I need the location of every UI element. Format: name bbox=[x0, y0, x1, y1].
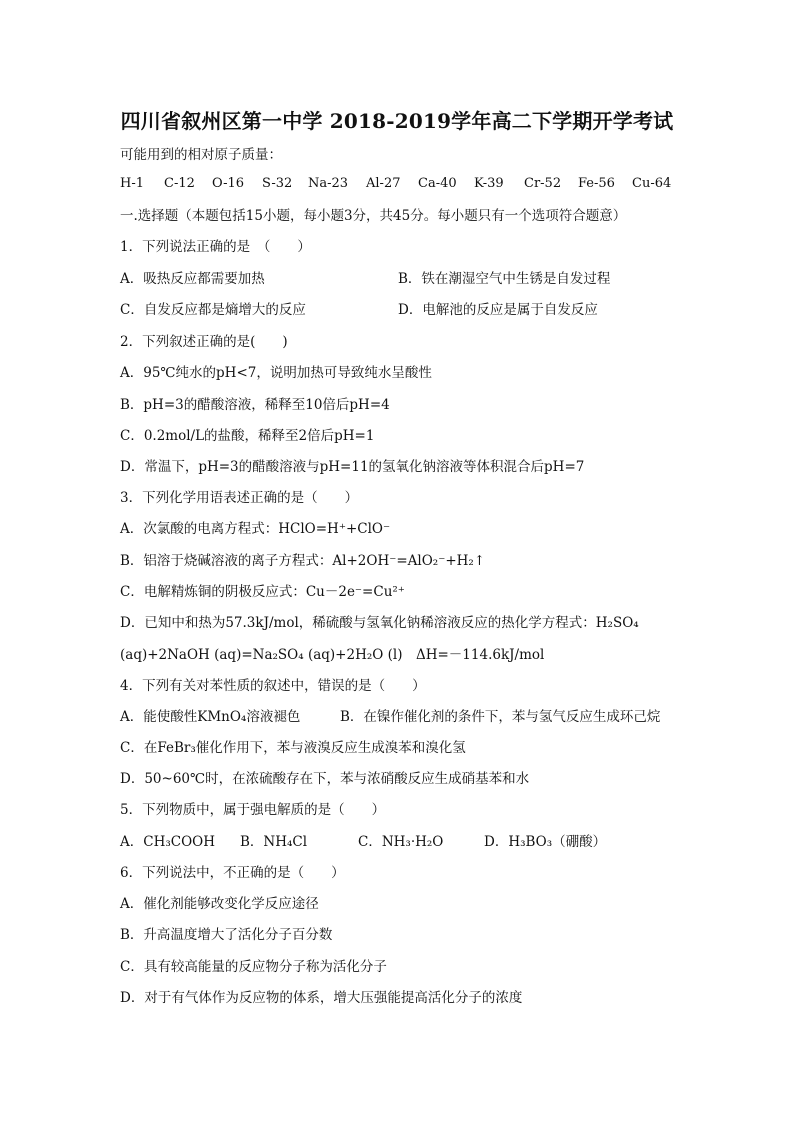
atomic-mass-item: Fe-56 bbox=[578, 176, 615, 191]
question-2-option-a: A．95℃纯水的pH<7，说明加热可导致纯水呈酸性 bbox=[120, 365, 432, 381]
question-5-stem: 5．下列物质中，属于强电解质的是（ ） bbox=[120, 802, 386, 818]
question-3-option-b: B．铝溶于烧碱溶液的离子方程式：Al+2OH⁻=AlO₂⁻+H₂↑ bbox=[120, 553, 486, 569]
question-6-option-d: D．对于有气体作为反应物的体系，增大压强能提高活化分子的浓度 bbox=[120, 990, 523, 1006]
question-4-option-d: D．50~60℃时，在浓硫酸存在下，苯与浓硝酸反应生成硝基苯和水 bbox=[120, 771, 530, 787]
question-2-option-b: B．pH=3的醋酸溶液，稀释至10倍后pH=4 bbox=[120, 397, 390, 413]
atomic-mass-item: Cr-52 bbox=[524, 176, 562, 191]
question-3-stem: 3．下列化学用语表述正确的是（ ） bbox=[120, 490, 359, 506]
question-6-stem: 6．下列说法中，不正确的是（ ） bbox=[120, 865, 345, 881]
question-4-option-a: A．能使酸性KMnO₄溶液褪色 bbox=[120, 709, 301, 725]
question-1-option-d: D．电解池的反应是属于自发反应 bbox=[398, 302, 598, 318]
question-1-stem: 1．下列说法正确的是 （ ） bbox=[120, 239, 311, 255]
section-heading: 一.选择题（本题包括15小题，每小题3分，共45分。每小题只有一个选项符合题意） bbox=[120, 208, 627, 224]
atomic-masses-label: 可能用到的相对原子质量： bbox=[120, 147, 282, 163]
question-1-option-b: B．铁在潮湿空气中生锈是自发过程 bbox=[398, 271, 611, 287]
page-title: 四川省叙州区第一中学 2018-2019学年高二下学期开学考试 bbox=[120, 109, 674, 133]
atomic-mass-item: O-16 bbox=[212, 176, 245, 191]
atomic-mass-item: Al-27 bbox=[366, 176, 401, 191]
question-3-option-d-continued: (aq)+2NaOH (aq)=Na₂SO₄ (aq)+2H₂O (l) ΔH=－114.6kJ/mol bbox=[120, 647, 545, 663]
question-5-option-d: D．H₃BO₃（硼酸） bbox=[484, 834, 607, 850]
atomic-mass-item: Na-23 bbox=[308, 176, 349, 191]
question-2-option-c: C．0.2mol/L的盐酸，稀释至2倍后pH=1 bbox=[120, 428, 375, 444]
question-3-option-c: C．电解精炼铜的阴极反应式：Cu－2e⁻=Cu²⁺ bbox=[120, 584, 405, 600]
question-4-option-b: B．在镍作催化剂的条件下，苯与氢气反应生成环己烷 bbox=[340, 709, 661, 725]
question-6-option-c: C．具有较高能量的反应物分子称为活化分子 bbox=[120, 959, 387, 975]
atomic-mass-item: H-1 bbox=[120, 176, 145, 191]
question-2-option-d: D．常温下，pH=3的醋酸溶液与pH=11的氢氧化钠溶液等体积混合后pH=7 bbox=[120, 459, 585, 475]
question-3-option-a: A．次氯酸的电离方程式：HClO=H⁺+ClO⁻ bbox=[120, 521, 391, 537]
question-2-stem: 2．下列叙述正确的是( ) bbox=[120, 334, 288, 350]
atomic-mass-item: C-12 bbox=[164, 176, 195, 191]
question-6-option-b: B．升高温度增大了活化分子百分数 bbox=[120, 927, 333, 943]
atomic-mass-item: Cu-64 bbox=[632, 176, 672, 191]
question-4-option-c: C．在FeBr₃催化作用下，苯与液溴反应生成溴苯和溴化氢 bbox=[120, 740, 466, 756]
question-5-option-c: C．NH₃·H₂O bbox=[358, 834, 444, 850]
question-5-option-a: A．CH₃COOH bbox=[120, 834, 216, 850]
atomic-mass-item: K-39 bbox=[474, 176, 504, 191]
question-1-option-a: A．吸热反应都需要加热 bbox=[120, 271, 265, 287]
question-3-option-d: D．已知中和热为57.3kJ/mol，稀硫酸与氢氧化钠稀溶液反应的热化学方程式：H₂SO₄ bbox=[120, 615, 639, 631]
question-1-option-c: C．自发反应都是熵增大的反应 bbox=[120, 302, 306, 318]
question-5-option-b: B．NH₄Cl bbox=[240, 834, 308, 850]
question-6-option-a: A．催化剂能够改变化学反应途径 bbox=[120, 896, 319, 912]
atomic-mass-item: S-32 bbox=[262, 176, 293, 191]
atomic-mass-item: Ca-40 bbox=[418, 176, 457, 191]
question-4-stem: 4．下列有关对苯性质的叙述中，错误的是（ ） bbox=[120, 678, 426, 694]
